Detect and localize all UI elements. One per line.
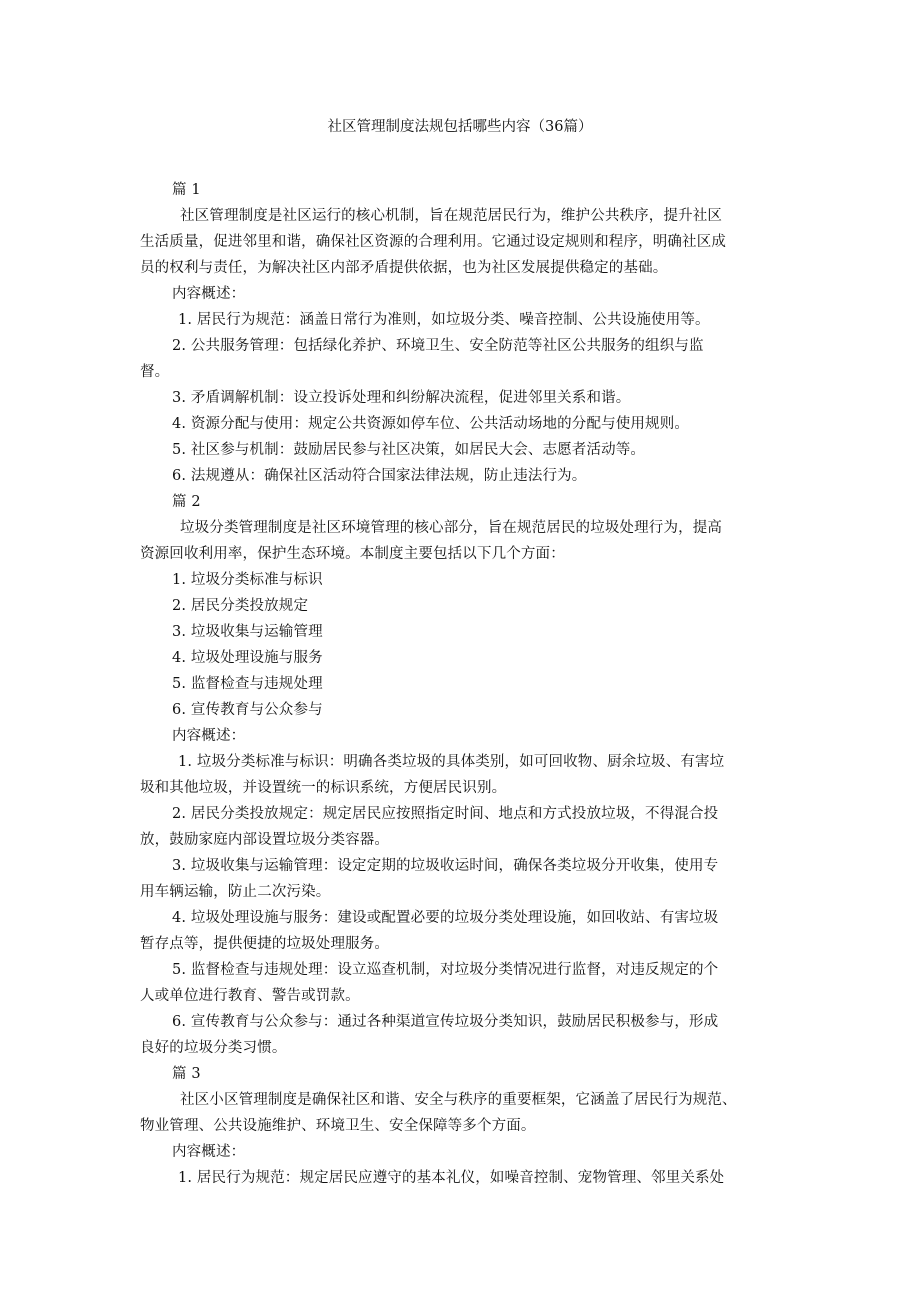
list-item: 1. 居民行为规范：涵盖日常行为准则，如垃圾分类、噪音控制、公共设施使用等。 — [178, 312, 710, 328]
paragraph-line: 垃圾分类管理制度是社区环境管理的核心部分，旨在规范居民的垃圾处理行为，提高 — [180, 520, 723, 536]
list-item: 5. 社区参与机制：鼓励居民参与社区决策，如居民大会、志愿者活动等。 — [172, 442, 646, 458]
list-item: 5. 监督检查与违规处理：设立巡查机制，对垃圾分类情况进行监督，对违反规定的个 — [172, 962, 719, 978]
list-item: 2. 公共服务管理：包括绿化养护、环境卫生、安全防范等社区公共服务的组织与监 — [172, 338, 704, 354]
list-item: 2. 居民分类投放规定 — [172, 598, 309, 614]
list-item: 1. 垃圾分类标准与标识：明确各类垃圾的具体类别，如可回收物、厨余垃圾、有害垃 — [178, 754, 725, 770]
list-item-continuation: 用车辆运输，防止二次污染。 — [140, 884, 331, 900]
list-item-continuation: 圾和其他垃圾，并设置统一的标识系统，方便居民识别。 — [140, 780, 507, 796]
section-heading: 篇 2 — [172, 494, 201, 510]
list-item: 1. 居民行为规范：规定居民应遵守的基本礼仪，如噪音控制、宠物管理、邻里关系处 — [178, 1170, 725, 1186]
paragraph-line: 生活质量，促进邻里和谐，确保社区资源的合理利用。它通过设定规则和程序，明确社区成 — [140, 234, 726, 250]
paragraph-line: 社区管理制度是社区运行的核心机制，旨在规范居民行为，维护公共秩序，提升社区 — [180, 208, 723, 224]
paragraph-line: 社区小区管理制度是确保社区和谐、安全与秩序的重要框架，它涵盖了居民行为规范、 — [180, 1092, 737, 1108]
list-item: 2. 居民分类投放规定：规定居民应按照指定时间、地点和方式投放垃圾，不得混合投 — [172, 806, 719, 822]
list-item: 5. 监督检查与违规处理 — [172, 676, 323, 692]
list-item: 4. 资源分配与使用：规定公共资源如停车位、公共活动场地的分配与使用规则。 — [172, 416, 689, 432]
overview-label: 内容概述： — [172, 286, 246, 302]
list-item-continuation: 暂存点等，提供便捷的垃圾处理服务。 — [140, 936, 390, 952]
list-item: 6. 宣传教育与公众参与 — [172, 702, 323, 718]
list-item: 6. 法规遵从：确保社区活动符合国家法律法规，防止违法行为。 — [172, 468, 587, 484]
list-item-continuation: 良好的垃圾分类习惯。 — [140, 1040, 287, 1056]
document-title: 社区管理制度法规包括哪些内容（36篇） — [327, 119, 593, 135]
section-heading: 篇 1 — [172, 182, 201, 198]
list-item: 4. 垃圾处理设施与服务 — [172, 650, 323, 666]
list-item: 4. 垃圾处理设施与服务：建设或配置必要的垃圾分类处理设施，如回收站、有害垃圾 — [172, 910, 719, 926]
list-item: 6. 宣传教育与公众参与：通过各种渠道宣传垃圾分类知识，鼓励居民积极参与，形成 — [172, 1014, 719, 1030]
paragraph-line: 物业管理、公共设施维护、环境卫生、安全保障等多个方面。 — [140, 1118, 536, 1134]
section-heading: 篇 3 — [172, 1066, 201, 1082]
list-item-continuation: 人或单位进行教育、警告或罚款。 — [140, 988, 360, 1004]
paragraph-line: 资源回收利用率，保护生态环境。本制度主要包括以下几个方面： — [140, 546, 565, 562]
list-item: 3. 垃圾收集与运输管理：设定定期的垃圾收运时间，确保各类垃圾分开收集，使用专 — [172, 858, 719, 874]
paragraph-line: 员的权利与责任，为解决社区内部矛盾提供依据，也为社区发展提供稳定的基础。 — [140, 260, 668, 276]
overview-label: 内容概述： — [172, 728, 246, 744]
list-item-continuation: 督。 — [140, 364, 170, 380]
list-item: 3. 垃圾收集与运输管理 — [172, 624, 323, 640]
list-item-continuation: 放，鼓励家庭内部设置垃圾分类容器。 — [140, 832, 390, 848]
list-item: 3. 矛盾调解机制：设立投诉处理和纠纷解决流程，促进邻里关系和谐。 — [172, 390, 631, 406]
overview-label: 内容概述： — [172, 1144, 246, 1160]
list-item: 1. 垃圾分类标准与标识 — [172, 572, 323, 588]
